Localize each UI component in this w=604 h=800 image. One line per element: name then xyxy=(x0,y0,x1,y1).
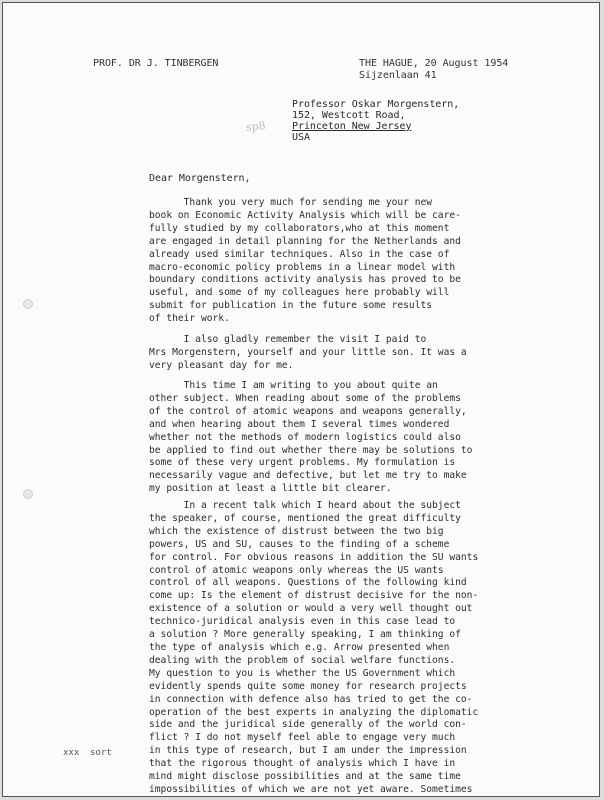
text-line: in this type of research, but I am under the impression xyxy=(149,745,467,757)
paragraph-thanks xyxy=(149,197,569,326)
punch-hole xyxy=(23,489,33,499)
text-line: Mrs Morgenstern, yourself and your little son. It was a xyxy=(149,346,467,358)
text-line: submit for publication in the future some results xyxy=(149,300,433,312)
recipient-country: USA xyxy=(292,132,310,143)
sender-name: PROF. DR J. TINBERGEN xyxy=(93,58,219,69)
text-line: whether not the methods of modern logistics could also xyxy=(149,431,461,443)
text-line: useful, and some of my colleagues here probably will xyxy=(149,287,450,299)
text-line: already used similar techniques. Also in the case of xyxy=(149,248,450,260)
text-line: a solution ? More generally speaking, I am thinking of xyxy=(149,629,461,641)
text-line: technico-juridical analysis even in this case lead to xyxy=(149,616,456,628)
recipient-street: 152, Westcott Road, xyxy=(292,110,406,121)
text-line: powers, US and SU, causes to the finding of a scheme xyxy=(149,538,450,550)
text-line: book on Economic Activity Analysis which will be care- xyxy=(149,209,461,221)
text-line: in connection with defence also has tried to get the co- xyxy=(149,693,473,705)
text-line: fully studied by my collaborators,who at this moment xyxy=(149,222,450,234)
text-line: are engaged in detail planning for the Netherlands and xyxy=(149,235,461,247)
salutation: Dear Morgenstern, xyxy=(149,173,251,184)
text-line: control of atomic weapons only whereas the US wants xyxy=(149,564,444,576)
text-line: control of all weapons. Questions of the following kind xyxy=(149,577,467,589)
recipient-city: Princeton New Jersey xyxy=(292,121,412,132)
text-line: impossibilities of which we are not yet aware. Sometimes xyxy=(149,783,473,795)
text-line: of the control of atomic weapons and weapons generally, xyxy=(149,405,467,417)
text-line: very pleasant day for me. xyxy=(149,359,294,371)
text-line: My question to you is whether the US Government which xyxy=(149,667,456,679)
text-line: dealing with the problem of social welfare functions. xyxy=(149,654,456,666)
text-line: I also gladly remember the visit I paid to xyxy=(149,334,427,345)
text-line: side and the juridical side generally of the world con- xyxy=(149,719,467,731)
text-line: other subject. When reading about some of the problems xyxy=(149,392,461,404)
paragraph-subject xyxy=(149,380,569,496)
text-line: for control. For obvious reasons in addition the SU wants xyxy=(149,551,479,563)
text-line: that the rigorous thought of analysis which I have in xyxy=(149,758,456,770)
text-line: and when hearing about them I several times wondered xyxy=(149,418,450,430)
text-line: boundary conditions activity analysis has proved to be xyxy=(149,274,461,286)
text-line: be applied to find out whether there may be solutions to xyxy=(149,444,473,456)
date-line: THE HAGUE, 20 August 1954 xyxy=(359,58,509,69)
text-line: necessarily vague and defective, but let me try to make xyxy=(149,470,467,482)
paragraph-visit xyxy=(149,334,569,373)
text-line: the speaker, of course, mentioned the great difficulty xyxy=(149,512,461,524)
text-line: existence of a solution or would a very well thought out xyxy=(149,603,473,615)
letter-page xyxy=(2,2,600,797)
pencil-annotation: sp8 xyxy=(245,119,267,134)
text-line: some of these very urgent problems. My formulation is xyxy=(149,457,456,469)
text-line: mind might disclose possibilities and at the same time xyxy=(149,771,461,783)
recipient-name: Professor Oskar Morgenstern, xyxy=(292,99,460,110)
sender-street: Sijzenlaan 41 xyxy=(359,70,437,81)
text-line: Thank you very much for sending me your new xyxy=(149,197,433,208)
text-line: This time I am writing to you about quite an xyxy=(149,380,438,391)
text-line: macro-economic policy problems in a linear model with xyxy=(149,261,456,273)
text-line: which the existence of distrust between the two big xyxy=(149,525,444,537)
text-line: evidently spends quite some money for research projects xyxy=(149,680,467,692)
text-line: flict ? I do not myself feel able to engage very much xyxy=(149,732,456,744)
text-line: In a recent talk which I heard about the subject xyxy=(149,500,461,511)
margin-annotation: xxx sort xyxy=(63,748,112,758)
text-line: my position at least a little bit clearer. xyxy=(149,483,392,495)
text-line: of their work. xyxy=(149,313,230,325)
text-line: operation of the best experts in analyzing the diplomatic xyxy=(149,706,479,718)
text-line: the type of analysis which e.g. Arrow presented when xyxy=(149,641,450,653)
text-line: come up: Is the element of distrust decisive for the non- xyxy=(149,590,479,602)
punch-hole xyxy=(23,299,33,309)
paragraph-talk xyxy=(149,500,569,797)
